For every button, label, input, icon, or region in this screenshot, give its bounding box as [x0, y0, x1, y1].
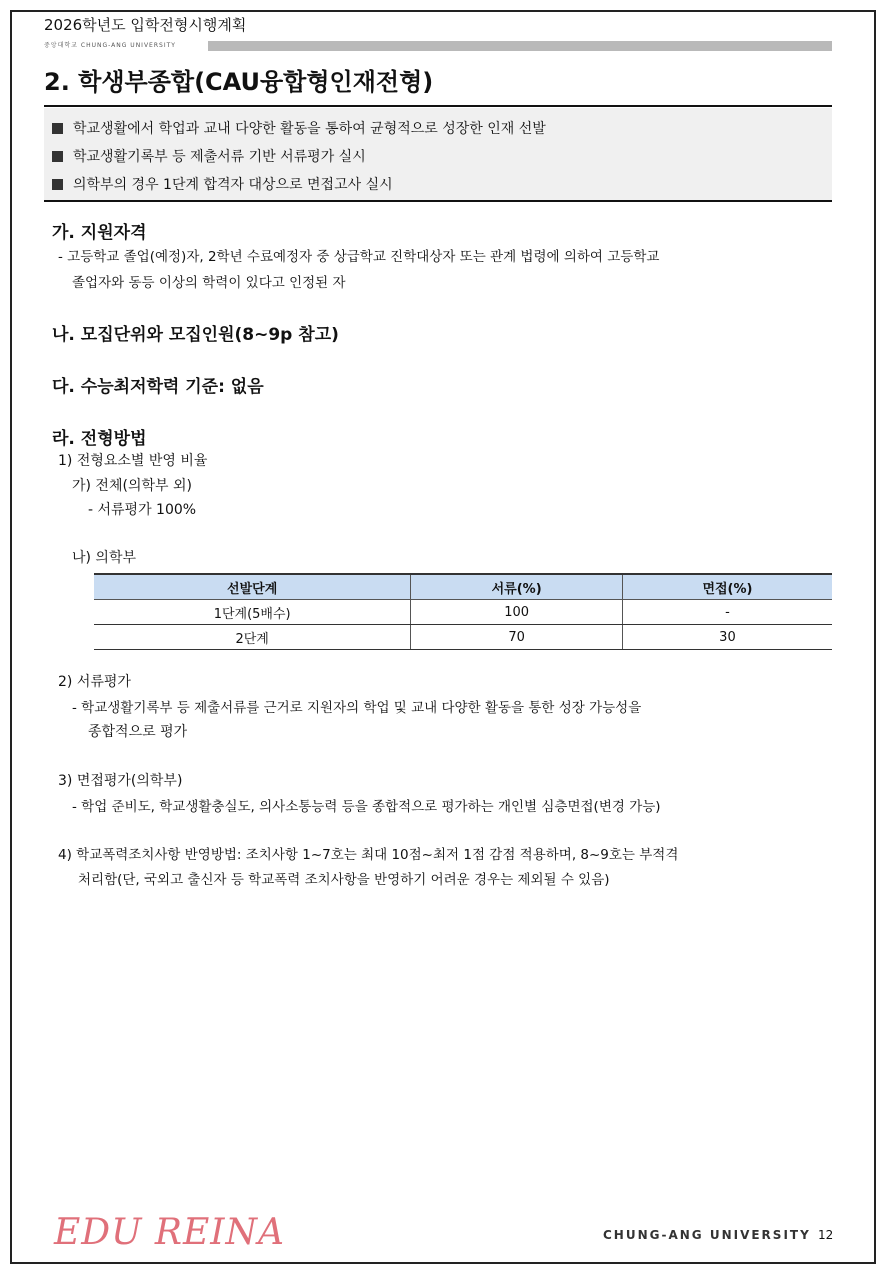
- item-3: 3) 면접평가(의학부): [58, 773, 183, 789]
- table-cell: 1단계(5배수): [94, 600, 411, 625]
- university-small-label: 중앙대학교 CHUNG-ANG UNIVERSITY: [44, 42, 176, 49]
- document-title: 2026학년도 입학전형시행계획: [44, 16, 247, 34]
- bottom-rule: [44, 200, 832, 202]
- header-bar: [208, 41, 832, 51]
- ratio-table: [94, 573, 832, 650]
- square-bullet-icon: [52, 123, 63, 134]
- item-4-line-1: 4) 학교폭력조치사항 반영방법: 조치사항 1~7호는 최대 10점~최저 1점 감점 적용하며, 8~9호는 부적격: [58, 847, 679, 863]
- heading-recruitment: 나. 모집단위와 모집인원(8~9p 참고): [52, 325, 339, 345]
- item-2: 2) 서류평가: [58, 674, 131, 690]
- item-2-line-2: 종합적으로 평가: [88, 724, 188, 740]
- eligibility-line-1: - 고등학교 졸업(예정)자, 2학년 수료예정자 중 상급학교 진학대상자 또는 관계 법령에 의하여 고등학교: [58, 249, 660, 265]
- square-bullet-icon: [52, 179, 63, 190]
- item-1: 1) 전형요소별 반영 비율: [58, 453, 208, 469]
- page-number: 12: [818, 1228, 834, 1242]
- square-bullet-icon: [52, 151, 63, 162]
- item-1-a-detail: - 서류평가 100%: [88, 502, 197, 518]
- edu-reina-watermark: EDU REINA: [54, 1212, 286, 1253]
- item-2-line-1: - 학교생활기록부 등 제출서류를 근거로 지원자의 학업 및 교내 다양한 활동을 통한 성장 가능성을: [72, 700, 642, 716]
- table-cell: 100: [411, 600, 623, 625]
- table-cell: 2단계: [94, 625, 411, 650]
- item-4-line-2: 처리함(단, 국외고 출신자 등 학교폭력 조치사항을 반영하기 어려운 경우는 제외될 수 있음): [78, 872, 610, 888]
- item-1-b: 나) 의학부: [72, 550, 137, 566]
- table-header-cell: 면접(%): [622, 574, 832, 600]
- table-cell: 70: [411, 625, 623, 650]
- eligibility-line-2: 졸업자와 동등 이상의 학력이 있다고 인정된 자: [72, 275, 346, 291]
- table-row: [94, 625, 832, 650]
- table-cell: 30: [622, 625, 832, 650]
- table-header-row: [94, 574, 832, 600]
- heading-selection-method: 라. 전형방법: [52, 429, 147, 449]
- heading-csat-minimum: 다. 수능최저학력 기준: 없음: [52, 377, 264, 397]
- heading-eligibility: 가. 지원자격: [52, 223, 147, 243]
- item-3-line-1: - 학업 준비도, 학교생활충실도, 의사소통능력 등을 종합적으로 평가하는 개인별 심층면접(변경 가능): [72, 799, 661, 815]
- table-cell: -: [622, 600, 832, 625]
- summary-item: 의학부의 경우 1단계 합격자 대상으로 면접고사 실시: [52, 174, 393, 194]
- table-header-cell: 선발단계: [94, 574, 411, 600]
- summary-item: 학교생활기록부 등 제출서류 기반 서류평가 실시: [52, 146, 366, 166]
- table-row: [94, 600, 832, 625]
- item-1-a: 가) 전체(의학부 외): [72, 478, 192, 494]
- top-rule: [44, 105, 832, 107]
- section-title: 2. 학생부종합(CAU융합형인재전형): [44, 68, 434, 96]
- footer-university: CHUNG-ANG UNIVERSITY: [603, 1228, 811, 1242]
- table-header-cell: 서류(%): [411, 574, 623, 600]
- summary-item: 학교생활에서 학업과 교내 다양한 활동을 통하여 균형적으로 성장한 인재 선발: [52, 118, 546, 138]
